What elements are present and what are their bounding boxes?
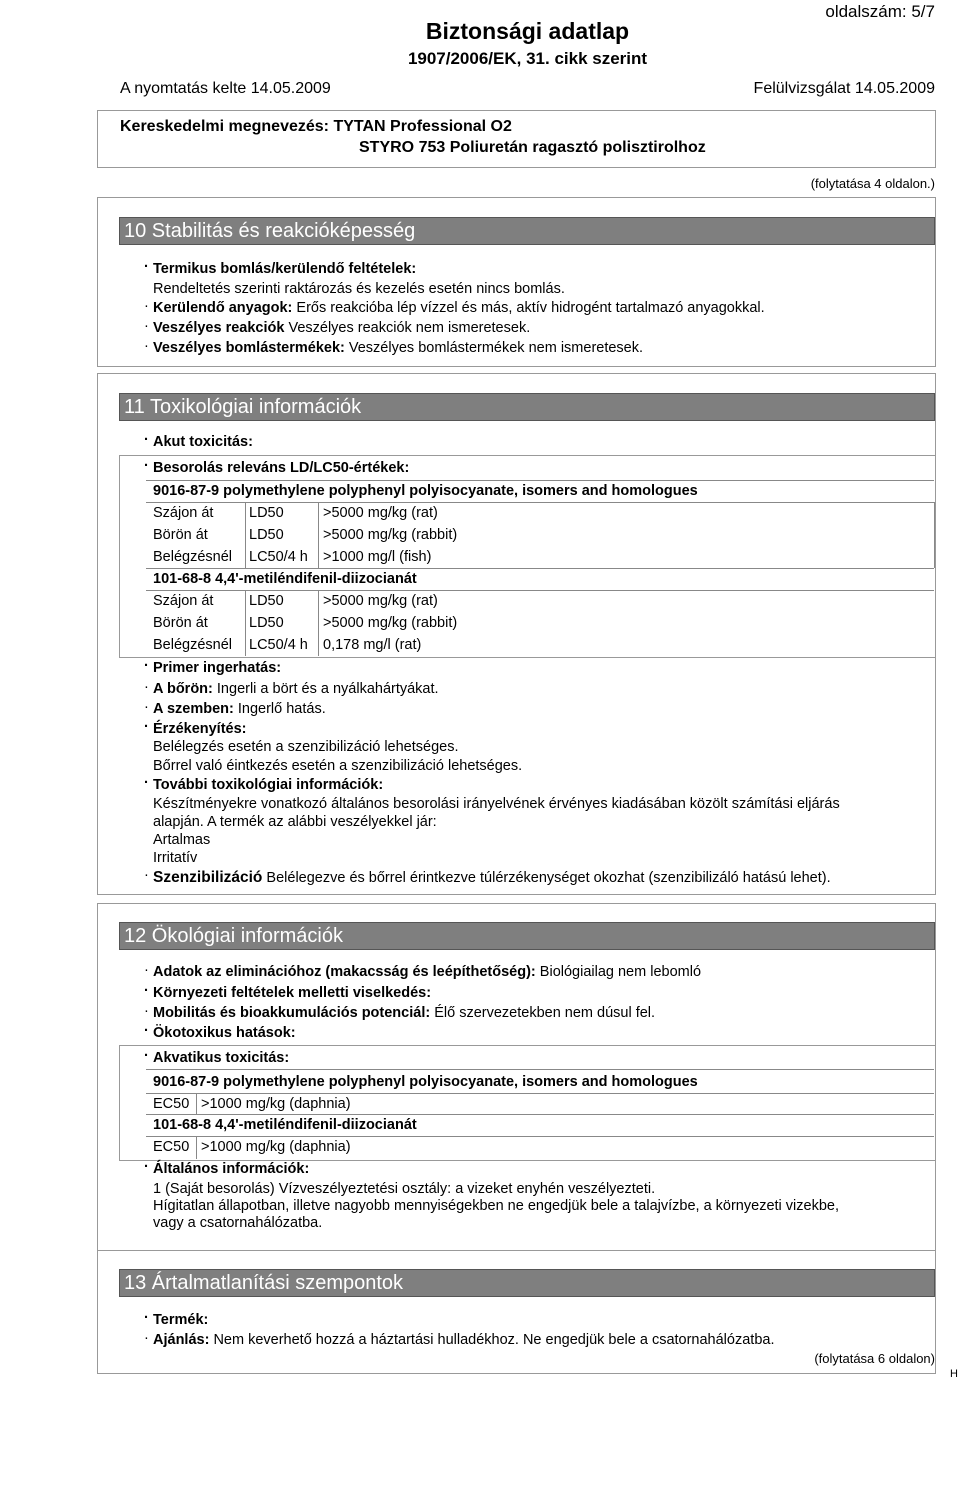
general-info-text-3: vagy a csatornahálózatba. xyxy=(153,1215,323,1231)
table-rule xyxy=(318,502,319,568)
mobility-line: · Mobilitás és bioakkumulációs potenciál: Élő szervezetekben nem dúsul fel. xyxy=(144,1003,656,1021)
table-rule xyxy=(146,1069,934,1070)
revision-date: Felülvizsgálat 14.05.2009 xyxy=(753,80,935,97)
general-info-label: · Általános információk: xyxy=(144,1159,310,1177)
value-cell: >1000 mg/l (fish) xyxy=(323,549,432,565)
aquatic-substance-1: 9016-87-9 polymethylene polyphenyl polyisocyanate, isomers and homologues xyxy=(153,1074,698,1090)
further-info-text-4: Irritatív xyxy=(153,850,198,866)
primary-irritation-label: · Primer ingerhatás: xyxy=(144,658,282,676)
section-12-heading: 12 Ökológiai információk xyxy=(119,922,935,950)
elimination-line: · Adatok az eliminációhoz (makacsság és leépíthetőség): Biológiailag nem lebomló xyxy=(144,962,702,980)
type-cell: LD50 xyxy=(249,615,284,631)
section-10-heading: 10 Stabilitás és reakcióképesség xyxy=(119,217,935,245)
ec50-cell: EC50 xyxy=(153,1139,190,1155)
sensitisation-label: · Érzékenyítés: xyxy=(144,719,247,737)
skin-line: · A bőrön: Ingerli a bört és a nyálkahártyákat. xyxy=(144,679,439,697)
table-rule xyxy=(245,590,246,656)
ec50-cell: EC50 xyxy=(153,1096,190,1112)
type-cell: LC50/4 h xyxy=(249,637,308,653)
decomposition-line: · Veszélyes bomlástermékek: Veszélyes bomlástermékek nem ismeretesek. xyxy=(144,338,644,356)
sensitisation-text-1: Belélegzés esetén a szenzibilizáció lehetséges. xyxy=(153,739,459,755)
advice-line: · Ajánlás: Nem keverhető hozzá a háztartási hulladékhoz. Ne engedjük bele a csatornahálózatba. xyxy=(144,1330,775,1348)
further-info-text-2: alapján. A termék az alábbi veszélyekkel jár: xyxy=(153,814,437,830)
type-cell: LD50 xyxy=(249,527,284,543)
table-rule xyxy=(146,590,934,591)
page-number: oldalszám: 5/7 xyxy=(825,2,935,21)
value-cell: >5000 mg/kg (rabbit) xyxy=(323,615,458,631)
thermal-text: Rendeltetés szerinti raktározás és kezelés esetén nincs bomlás. xyxy=(153,281,565,297)
section-13-heading: 13 Ártalmatlanítási szempontok xyxy=(119,1269,935,1297)
table-rule xyxy=(318,590,319,656)
section-11-heading: 11 Toxikológiai információk xyxy=(119,393,935,421)
route-cell: Börön át xyxy=(153,527,208,543)
ecotox-label: · Ökotoxikus hatások: xyxy=(144,1023,296,1041)
further-info-label: · További toxikológiai információk: xyxy=(144,775,384,793)
substance-name-2: 101-68-8 4,4'-metiléndifenil-diizocianát xyxy=(153,571,417,587)
continued-on: (folytatása 6 oldalon) xyxy=(814,1351,935,1366)
value-cell: 0,178 mg/l (rat) xyxy=(323,637,422,653)
environment-label: · Környezeti feltételek melletti viselkedés: xyxy=(144,983,432,1001)
route-cell: Belégzésnél xyxy=(153,549,232,565)
type-cell: LC50/4 h xyxy=(249,549,308,565)
table-rule xyxy=(146,480,934,481)
route-cell: Szájon át xyxy=(153,593,214,609)
route-cell: Börön át xyxy=(153,615,208,631)
avoid-line: · Kerülendő anyagok: Erős reakcióba lép vízzel és más, aktív hidrogént tartalmazó anyagokkal. xyxy=(144,298,765,316)
table-rule xyxy=(934,502,935,568)
ld-label: · Besorolás releváns LD/LC50-értékek: xyxy=(144,458,410,476)
table-rule xyxy=(245,502,246,568)
type-cell: LD50 xyxy=(249,505,284,521)
further-info-text-3: Artalmas xyxy=(153,832,211,848)
regulation-reference: 1907/2006/EK, 31. cikk szerint xyxy=(407,49,648,68)
footer-mark: H xyxy=(950,1368,958,1380)
eye-line: · A szemben: Ingerlő hatás. xyxy=(144,699,326,717)
further-info-text-1: Készítményekre vonatkozó általános besorolási irányelvének érvényes kiadásában közölt számítási eljárás xyxy=(153,796,840,812)
sensitisation-line: · Szenzibilizáció Belélegezve és bőrrel érintkezve túlérzékenységet okozhat (szenzibilizáló hatású lehet). xyxy=(144,867,831,886)
route-cell: Szájon át xyxy=(153,505,214,521)
aquatic-substance-2: 101-68-8 4,4'-metiléndifenil-diizocianát xyxy=(153,1117,417,1133)
general-info-text-1: 1 (Saját besorolás) Vízveszélyeztetési osztály: a vizeket enyhén veszélyezteti. xyxy=(153,1181,656,1197)
print-date: A nyomtatás kelte 14.05.2009 xyxy=(120,80,331,97)
table-rule xyxy=(146,502,934,503)
acute-toxicity-label: · Akut toxicitás: xyxy=(144,432,253,450)
aquatic-label: · Akvatikus toxicitás: xyxy=(144,1048,290,1066)
table-rule xyxy=(196,1093,197,1114)
table-rule xyxy=(146,1136,934,1137)
general-info-text-2: Hígitatlan állapotban, illetve nagyobb mennyiségekben ne engedjük bele a talajvízbe, a környezeti vizekbe, xyxy=(153,1198,839,1214)
value-cell: >5000 mg/kg (rabbit) xyxy=(323,527,458,543)
value-cell: >5000 mg/kg (rat) xyxy=(323,593,438,609)
value-cell: >5000 mg/kg (rat) xyxy=(323,505,438,521)
substance-name-1: 9016-87-9 polymethylene polyphenyl polyisocyanate, isomers and homologues xyxy=(153,483,698,499)
type-cell: LD50 xyxy=(249,593,284,609)
ec50-value: >1000 mg/kg (daphnia) xyxy=(201,1139,351,1155)
trade-name-line2: STYRO 753 Poliuretán ragasztó polisztirolhoz xyxy=(359,139,706,156)
ec50-value: >1000 mg/kg (daphnia) xyxy=(201,1096,351,1112)
thermal-label: · Termikus bomlás/kerülendő feltételek: xyxy=(144,259,417,277)
reactions-line: · Veszélyes reakciók Veszélyes reakciók nem ismeretesek. xyxy=(144,318,531,336)
table-rule xyxy=(146,1114,934,1115)
table-rule xyxy=(196,1136,197,1159)
product-label: · Termék: xyxy=(144,1310,209,1328)
table-rule xyxy=(146,568,934,569)
route-cell: Belégzésnél xyxy=(153,637,232,653)
continued-from: (folytatása 4 oldalon.) xyxy=(810,176,935,191)
table-rule xyxy=(146,1093,934,1094)
trade-name-line1: Kereskedelmi megnevezés: TYTAN Professional O2 xyxy=(120,118,512,135)
document-title: Biztonsági adatlap xyxy=(425,18,630,44)
sensitisation-text-2: Bőrrel való éintkezés esetén a szenzibilizáció lehetséges. xyxy=(153,758,523,774)
